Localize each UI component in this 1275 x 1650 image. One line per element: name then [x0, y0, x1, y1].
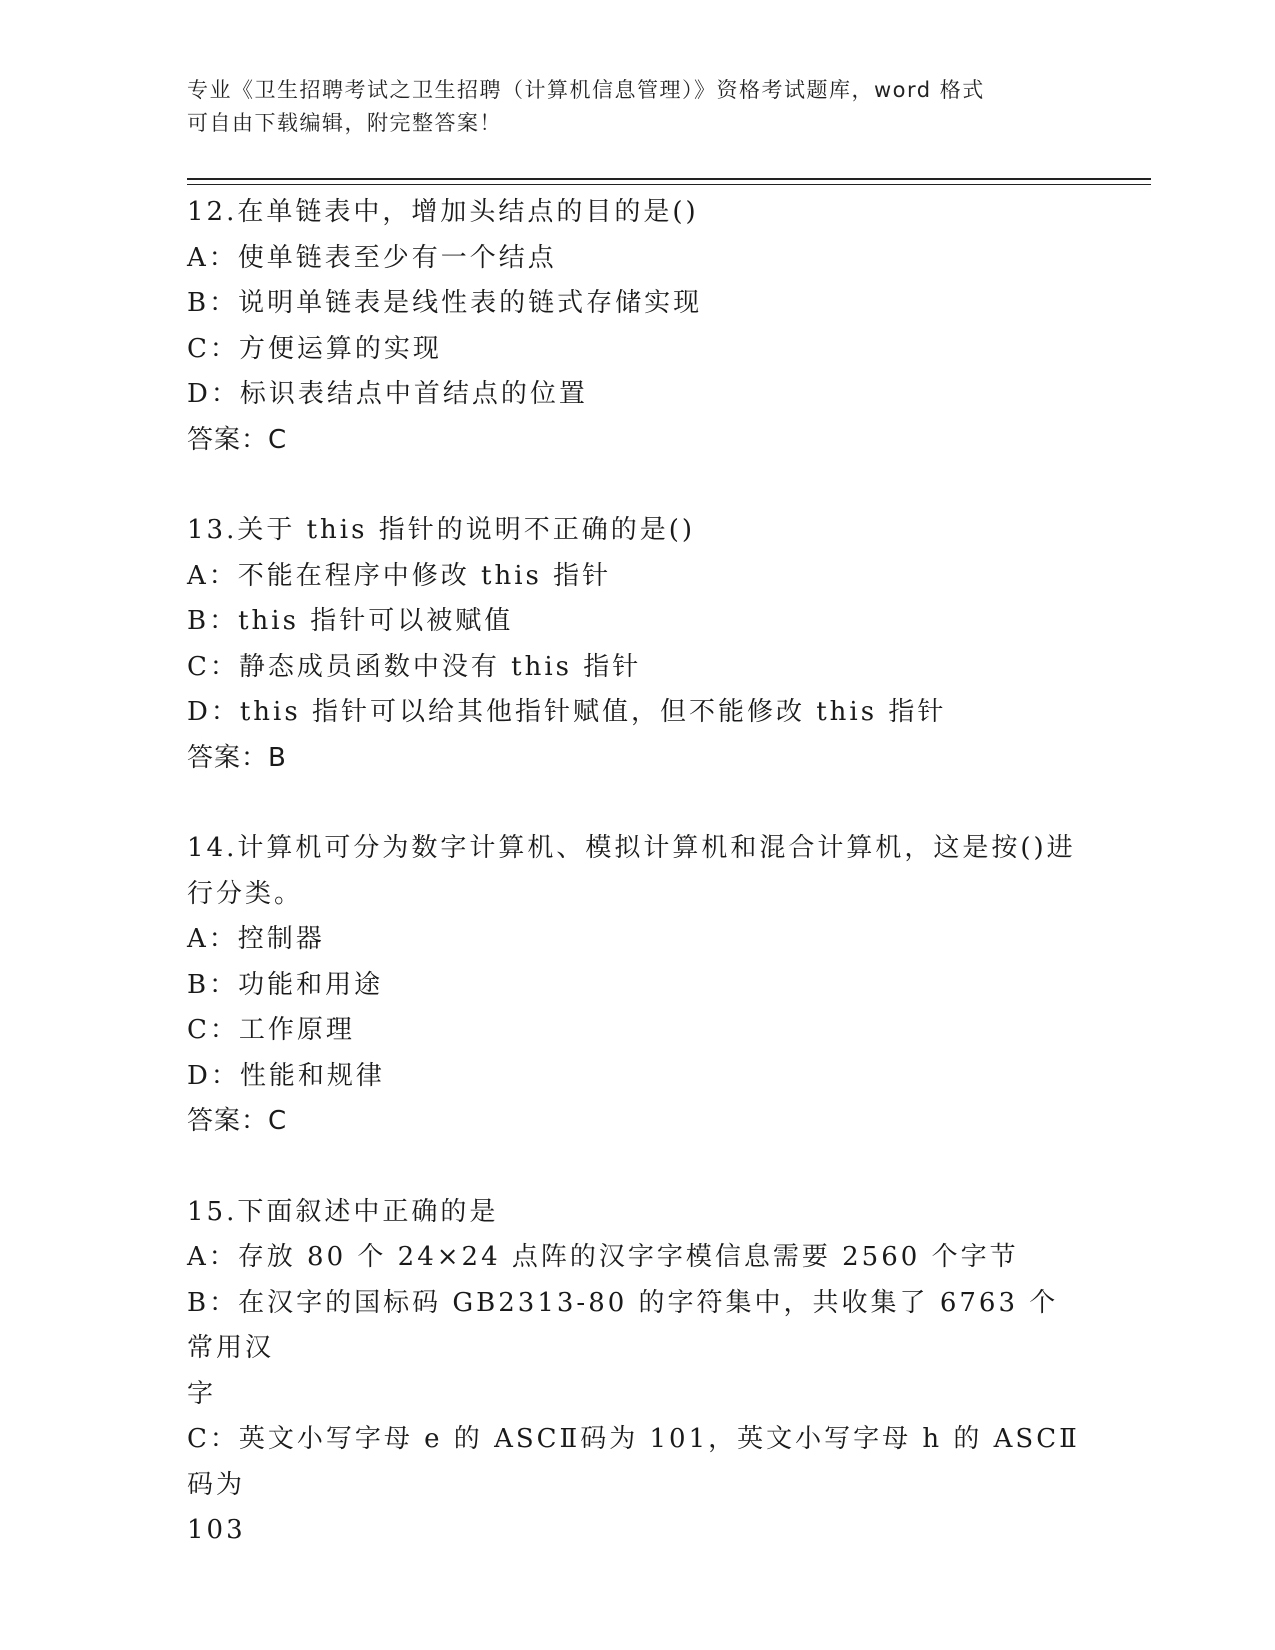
question-list	[187, 190, 1087, 1554]
header-line-1: 专业《卫生招聘考试之卫生招聘（计算机信息管理）》资格考试题库，word 格式	[187, 78, 985, 102]
question-block	[187, 826, 1087, 1145]
question-stem-line: 14.计算机可分为数字计算机、模拟计算机和混合计算机，这是按()进	[187, 833, 1076, 863]
question-option-line: 字	[187, 1378, 217, 1409]
answer-line: 答案：C	[187, 1106, 288, 1136]
answer-line: 答案：C	[187, 424, 288, 455]
question-option-line: C：静态成员函数中没有 this 指针	[187, 651, 642, 682]
header-divider-thick	[187, 178, 1151, 180]
question-option-line: C：工作原理	[187, 1015, 355, 1045]
question-block	[187, 190, 1087, 463]
question-block	[187, 1190, 1087, 1554]
question-stem-line: 行分类。	[187, 878, 304, 909]
question-option-line: C：英文小写字母 e 的 ASCⅡ码为 101，英文小写字母 h 的 ASCⅡ码为	[187, 1424, 1080, 1500]
question-spacer	[187, 781, 1087, 826]
question-option-line: D：性能和规律	[187, 1060, 385, 1091]
question-option-line: A：不能在程序中修改 this 指针	[187, 560, 612, 591]
question-option-line: B：说明单链表是线性表的链式存储实现	[187, 288, 703, 318]
header-divider-thin	[187, 184, 1151, 185]
question-stem-line: 13.关于 this 指针的说明不正确的是()	[187, 515, 696, 545]
question-option-line: A：使单链表至少有一个结点	[187, 242, 557, 273]
question-option-line: 103	[187, 1515, 246, 1545]
question-option-line: A：控制器	[187, 924, 325, 954]
question-option-line: B：功能和用途	[187, 969, 384, 1000]
question-spacer	[187, 1145, 1087, 1190]
question-spacer	[187, 463, 1087, 508]
question-option-line: C：方便运算的实现	[187, 333, 442, 364]
question-option-line: D：this 指针可以给其他指针赋值，但不能修改 this 指针	[187, 697, 947, 727]
question-option-line: B：在汉字的国标码 GB2313-80 的字符集中，共收集了 6763 个常用汉	[187, 1287, 1059, 1363]
answer-line: 答案：B	[187, 742, 287, 773]
question-stem-line: 15.下面叙述中正确的是	[187, 1196, 499, 1227]
question-option-line: A：存放 80 个 24×24 点阵的汉字字模信息需要 2560 个字节	[187, 1242, 1019, 1272]
question-block	[187, 508, 1087, 781]
document-header	[187, 74, 1067, 140]
header-line-2: 可自由下载编辑，附完整答案！	[187, 111, 502, 135]
question-option-line: B：this 指针可以被赋值	[187, 606, 514, 636]
question-stem-line: 12.在单链表中，增加头结点的目的是()	[187, 197, 699, 227]
question-option-line: D：标识表结点中首结点的位置	[187, 379, 588, 409]
